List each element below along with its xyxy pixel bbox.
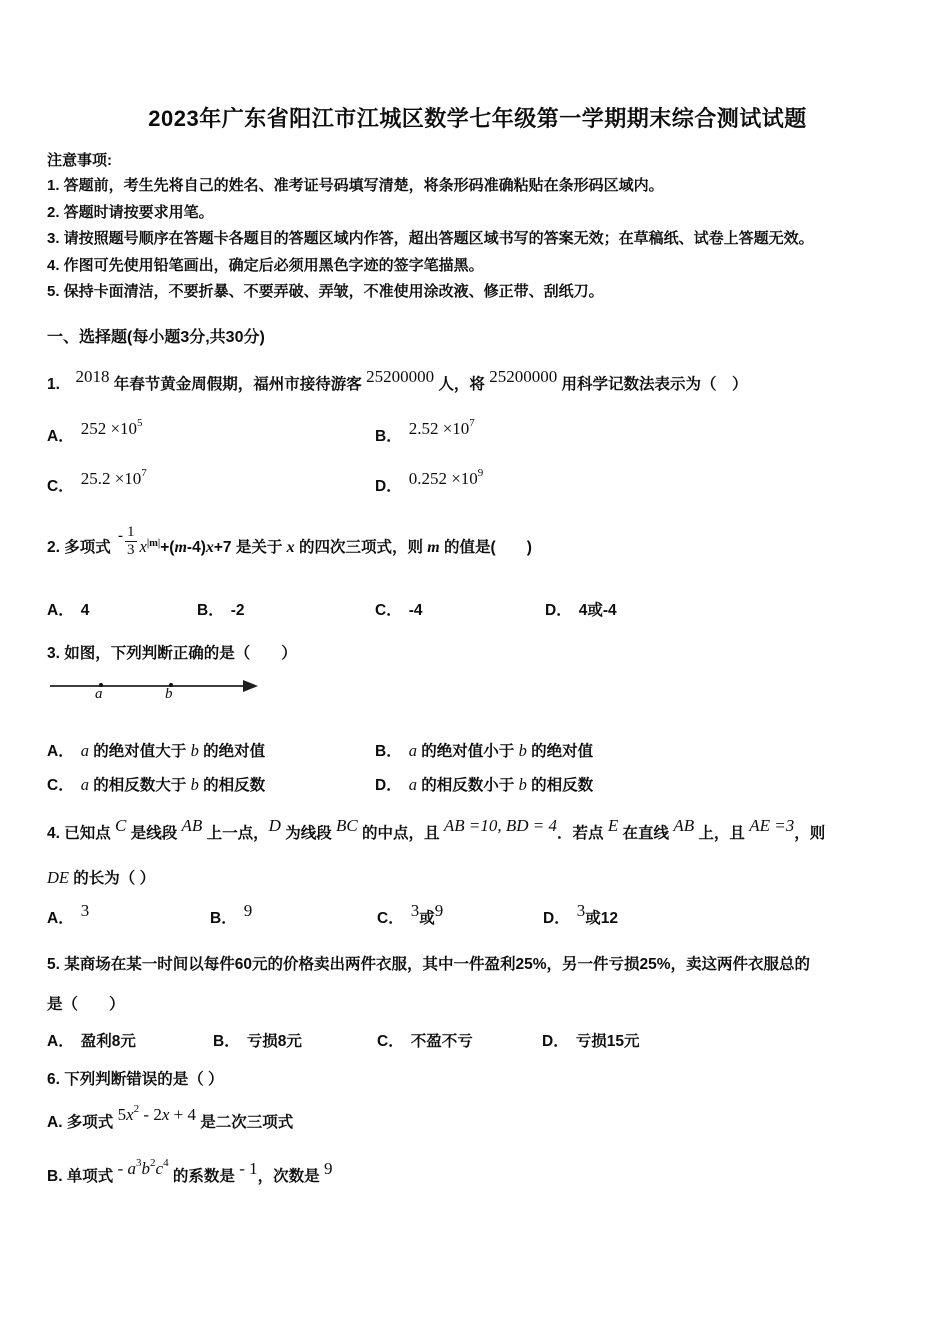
- option-label: A．: [47, 427, 74, 445]
- text-segment: ，则: [794, 825, 826, 842]
- option-value: [231, 602, 245, 619]
- text-segment: 2. 多项式: [47, 538, 116, 556]
- text-segment: 4: [80, 602, 90, 619]
- q1-option-d: [375, 466, 908, 500]
- math-segment: C: [115, 816, 127, 835]
- text-segment: 1.: [47, 375, 76, 393]
- text-segment: 的相反数: [526, 777, 594, 794]
- math-segment: a: [408, 775, 417, 794]
- option-value: [409, 743, 593, 760]
- math-segment: AB: [181, 816, 203, 835]
- text-segment: 的系数是: [168, 1168, 240, 1185]
- text-segment: 或12: [585, 910, 618, 927]
- text-segment: 亏损8元: [246, 1033, 302, 1050]
- q6-option-a: [47, 1098, 908, 1138]
- q1-option-c: [47, 466, 375, 500]
- option-value: [411, 1033, 473, 1050]
- superscript-segment: 5: [137, 416, 143, 429]
- q1-option-a: [47, 416, 375, 450]
- q3-option-b: [375, 739, 908, 764]
- math-segment: b: [190, 741, 199, 760]
- question-1-options-row-2: [47, 464, 908, 500]
- math-segment: 9: [323, 1159, 333, 1178]
- math-segment: E: [607, 816, 619, 835]
- text-segment: m: [174, 538, 187, 556]
- math-segment: D: [268, 816, 281, 835]
- text-segment: 的绝对值: [198, 743, 266, 760]
- math-segment: 9: [434, 901, 444, 920]
- number-line-axis: [50, 685, 246, 687]
- option-label: D．: [542, 1033, 569, 1050]
- text-segment: +7 是关于: [213, 538, 287, 556]
- math-segment: 25.2 ×10: [80, 468, 142, 488]
- text-segment: 用科学记数法表示为（ ）: [557, 375, 748, 393]
- math-segment: x: [126, 1105, 134, 1124]
- q3-option-c: [47, 773, 375, 798]
- text-segment: -4: [408, 602, 423, 619]
- text-segment: x: [286, 538, 295, 556]
- option-value: [409, 602, 423, 619]
- option-label: D．: [543, 910, 570, 927]
- text-segment: ，次数是: [257, 1168, 324, 1185]
- math-segment: AE =3: [749, 816, 795, 835]
- superscript-segment: 4: [163, 1157, 169, 1169]
- number-line-figure: [50, 673, 265, 709]
- math-segment: b: [518, 775, 527, 794]
- text-segment: 的中点，且: [357, 825, 444, 842]
- math-segment: b: [190, 775, 199, 794]
- option-label: A．: [47, 910, 74, 927]
- text-segment: 的四次三项式，则: [294, 538, 428, 556]
- text-segment: 的相反数小于: [416, 777, 519, 794]
- math-segment: - 2: [139, 1105, 162, 1124]
- text-segment: 不盈不亏: [410, 1033, 473, 1050]
- math-segment: a: [80, 741, 89, 760]
- question-3-options-row-2: [47, 773, 908, 798]
- text-segment: x: [205, 538, 214, 556]
- notice-heading: 注意事项:: [47, 152, 112, 169]
- q1-option-b: [375, 416, 908, 450]
- section-heading-choice: 一、选择题(每小题3分,共30分): [47, 328, 265, 346]
- question-3-options-row-1: [47, 739, 908, 764]
- text-segment: 是二次三项式: [200, 1114, 294, 1131]
- text-segment: +(: [160, 538, 175, 556]
- superscript-segment: 3: [136, 1157, 142, 1169]
- math-segment: AB =10, BD = 4: [443, 816, 557, 835]
- math-segment: + 4: [169, 1105, 201, 1124]
- point-a-label: a: [95, 686, 103, 702]
- question-5-options: [47, 1030, 908, 1054]
- question-2-options: [47, 599, 908, 623]
- option-value: [81, 743, 265, 760]
- notice-item: 5. 保持卡面清洁，不要折暴、不要弄破、弄皱，不准使用涂改液、修正带、刮纸刀。: [47, 283, 604, 300]
- q2-option-c: [375, 599, 545, 623]
- option-value: [81, 777, 265, 794]
- q5-option-c: [377, 1030, 542, 1054]
- superscript-segment: 7: [469, 416, 475, 429]
- text-segment: 的绝对值: [526, 743, 594, 760]
- option-label: A．: [47, 1033, 74, 1050]
- question-5-stem-line-1: [47, 951, 908, 978]
- question-5-stem-line-2: [47, 991, 908, 1018]
- question-4-options: [47, 896, 908, 931]
- option-label: B．: [213, 1033, 240, 1050]
- text-segment: 的长为（ ）: [69, 870, 156, 887]
- text-segment: 的绝对值大于: [88, 743, 191, 760]
- notice-item: 2. 答题时请按要求用笔。: [47, 203, 214, 221]
- question-6-stem: [47, 1066, 908, 1093]
- option-value: [80, 901, 90, 927]
- option-value: [247, 1033, 302, 1050]
- option-label: B．: [375, 427, 402, 445]
- text-segment: 3. 如图，下列判断正确的是（ ）: [47, 645, 297, 662]
- math-segment: AB: [673, 816, 695, 835]
- math-segment: a: [127, 1159, 137, 1178]
- question-1-stem: [47, 360, 908, 398]
- option-label: C．: [47, 777, 74, 794]
- math-segment: 2.52 ×10: [408, 418, 470, 438]
- math-segment: 2018: [75, 366, 110, 386]
- math-segment: BC: [336, 816, 358, 835]
- math-segment: DE: [47, 868, 69, 887]
- text-segment: 盈利8元: [80, 1033, 136, 1050]
- option-value: [576, 901, 618, 927]
- question-2-stem: [47, 520, 908, 566]
- option-value: [81, 602, 90, 619]
- math-segment: 3: [576, 901, 586, 920]
- math-segment: x: [139, 536, 147, 556]
- q4-option-d: [543, 901, 908, 931]
- text-segment: ．若点: [557, 825, 608, 842]
- q4-option-b: [210, 901, 377, 931]
- notice-item: 4. 作图可先使用铅笔画出，确定后必须用黑色字迹的签字笔描黑。: [47, 256, 484, 274]
- math-segment: x: [161, 1105, 170, 1124]
- q4-option-c: [377, 901, 543, 931]
- superscript-segment: 7: [141, 466, 147, 479]
- q5-option-a: [47, 1030, 213, 1054]
- option-label: B．: [375, 743, 402, 760]
- option-label: B．: [197, 602, 224, 619]
- option-label: B．: [210, 910, 237, 927]
- math-segment: a: [408, 741, 417, 760]
- math-segment: c: [155, 1159, 164, 1178]
- q3-option-a: [47, 739, 375, 764]
- math-segment: b: [141, 1159, 151, 1178]
- superscript-segment: |m|: [146, 538, 161, 550]
- math-segment: -: [117, 1159, 128, 1178]
- q2-option-a: [47, 599, 197, 623]
- option-label: A．: [47, 743, 74, 760]
- text-segment: 或: [419, 910, 435, 927]
- question-4-stem-line-1: [47, 809, 908, 847]
- option-value: [579, 602, 617, 619]
- superscript-segment: 2: [133, 1103, 140, 1115]
- text-segment: 亏损15元: [575, 1033, 640, 1050]
- text-segment: 6. 下列判断错误的是（ ）: [47, 1071, 224, 1088]
- math-segment: 3: [80, 901, 90, 920]
- text-segment: 5. 某商场在某一时间以每件60元的价格卖出两件衣服，其中一件盈利25%，另一件亏损25%，卖这两件衣服总的: [47, 956, 811, 973]
- text-segment: 为线段: [280, 825, 337, 842]
- fraction: - $\frac{1}{3}$: [118, 523, 135, 558]
- math-segment: - 1: [239, 1159, 258, 1178]
- math-segment: b: [518, 741, 527, 760]
- question-3-stem: [47, 640, 908, 667]
- point-b-label: b: [165, 686, 173, 702]
- text-segment: 的值是( ): [439, 538, 532, 556]
- text-segment: -2: [230, 602, 245, 619]
- math-segment: 5: [117, 1105, 127, 1124]
- text-segment: m: [427, 538, 440, 556]
- text-segment: -4): [186, 538, 206, 556]
- text-segment: 的相反数大于: [88, 777, 191, 794]
- question-4-stem-line-2: [47, 864, 908, 892]
- text-segment: 的相反数: [198, 777, 266, 794]
- option-label: C．: [47, 477, 74, 495]
- superscript-segment: 9: [477, 466, 484, 479]
- text-segment: B. 单项式: [47, 1168, 118, 1185]
- q5-option-d: [542, 1030, 908, 1054]
- option-value: [243, 901, 253, 927]
- superscript-segment: 2: [150, 1157, 156, 1169]
- option-label: C．: [377, 1033, 404, 1050]
- text-segment: 4或-4: [578, 602, 617, 619]
- text-segment: 在直线: [618, 825, 674, 842]
- option-value: [410, 901, 444, 927]
- q6-option-b: [47, 1152, 908, 1192]
- math-segment: 0.252 ×10: [408, 468, 478, 488]
- option-value: [81, 1033, 136, 1050]
- notice-item: 1. 答题前，考生先将自己的姓名、准考证号码填写清楚，将条形码准确粘贴在条形码区域内。: [47, 177, 664, 194]
- option-label: C．: [375, 602, 402, 619]
- text-segment: A. 多项式: [47, 1114, 118, 1131]
- text-segment: 上，且: [694, 825, 750, 842]
- option-value: [409, 777, 593, 794]
- option-label: D．: [375, 477, 402, 495]
- option-label: D．: [375, 777, 402, 794]
- text-segment: 上一点，: [202, 825, 269, 842]
- text-segment: 人，将: [434, 375, 490, 393]
- math-segment: 3: [410, 901, 420, 920]
- text-segment: 4. 已知点: [47, 825, 116, 842]
- notice-item: 3. 请按照题号顺序在答题卡各题目的答题区域内作答，超出答题区域书写的答案无效；在草稿纸、试卷上答题无效。: [47, 230, 814, 247]
- q3-option-d: [375, 773, 908, 798]
- q5-option-b: [213, 1030, 377, 1054]
- q2-option-b: [197, 599, 375, 623]
- question-1-options-row-1: [47, 414, 908, 450]
- text-segment: 的绝对值小于: [416, 743, 519, 760]
- math-segment: 25200000: [366, 366, 435, 386]
- option-label: D．: [545, 602, 572, 619]
- math-segment: a: [80, 775, 89, 794]
- q4-option-a: [47, 901, 210, 931]
- text-segment: 年春节黄金周假期，福州市接待游客: [109, 375, 367, 393]
- text-segment: 是（ ）: [47, 996, 125, 1013]
- math-segment: 9: [243, 901, 253, 920]
- option-value: [576, 1033, 640, 1050]
- option-label: A．: [47, 602, 74, 619]
- math-segment: 25200000: [489, 366, 558, 386]
- arrow-right-icon: [243, 680, 258, 692]
- q2-option-d: [545, 599, 908, 623]
- math-segment: 252 ×10: [80, 418, 138, 438]
- text-segment: 是线段: [126, 825, 182, 842]
- exam-title: 2023年广东省阳江市江城区数学七年级第一学期期末综合测试试题: [148, 106, 807, 131]
- option-label: C．: [377, 910, 404, 927]
